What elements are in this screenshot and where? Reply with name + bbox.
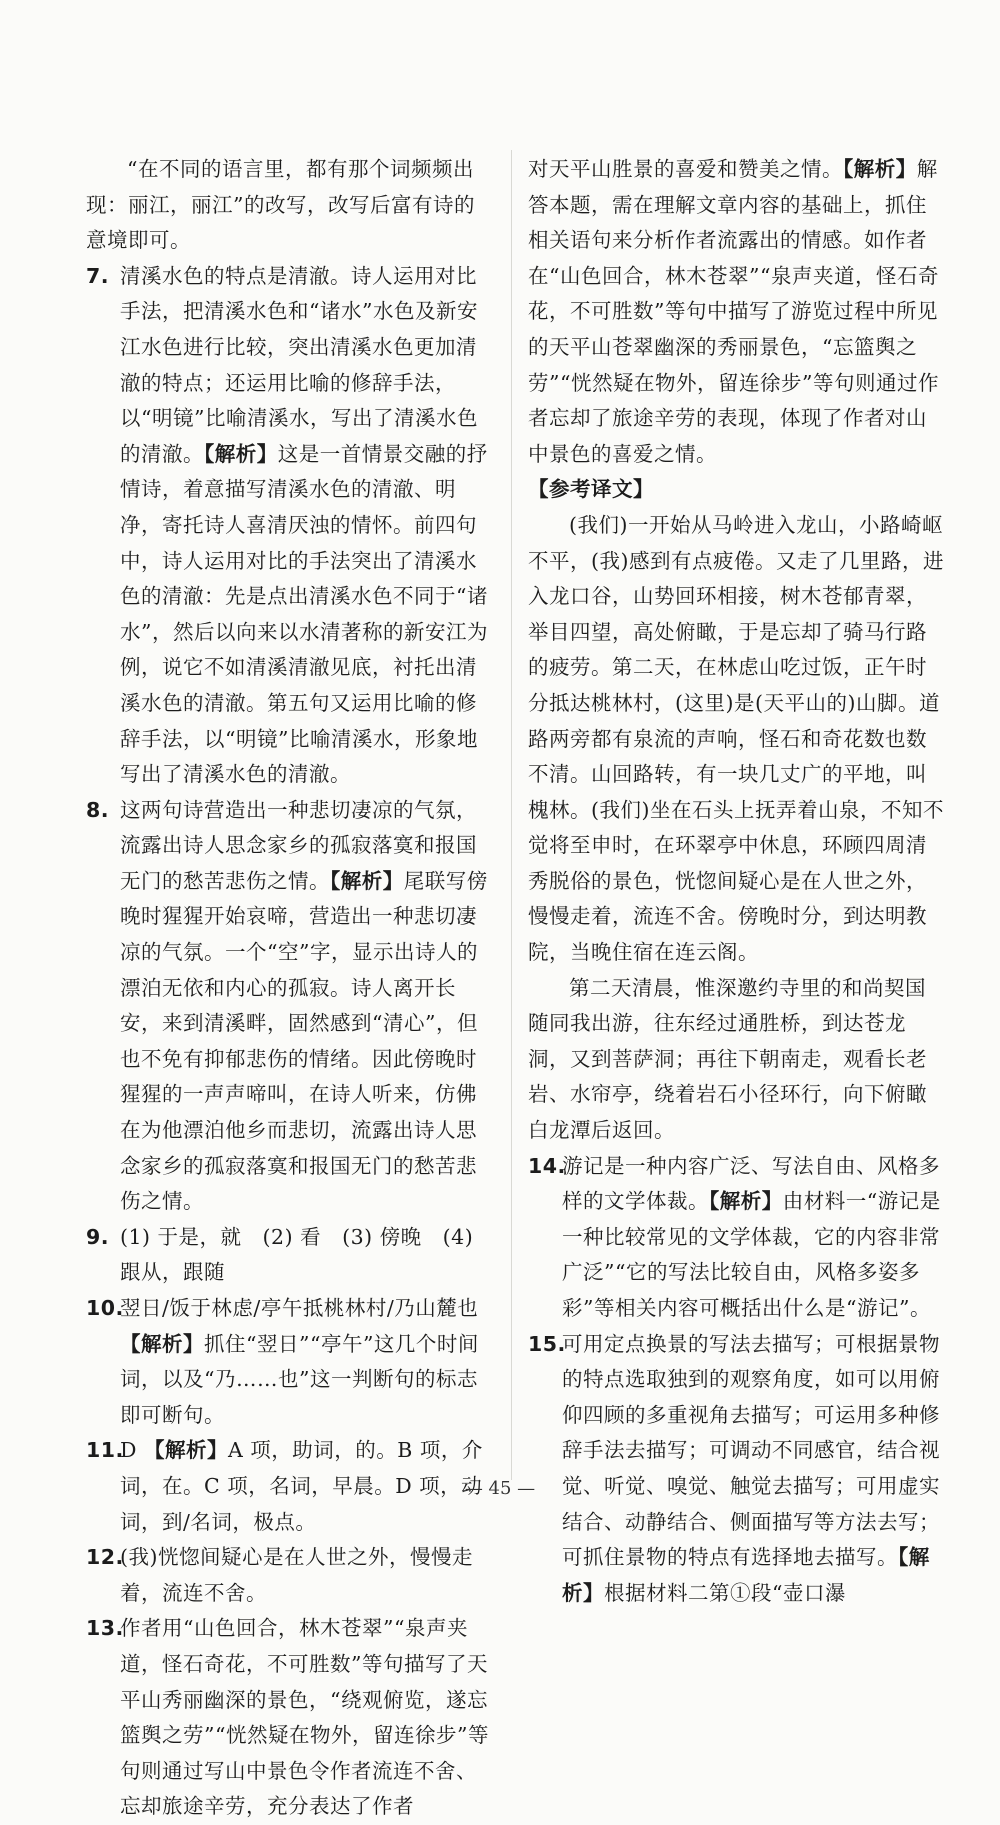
analysis-tag: 【解析】 — [330, 868, 404, 893]
answer-13-continuation — [528, 152, 944, 472]
answer-text: 可用定点换景的写法去描写；可根据景物的特点选取独到的观察角度，如可以用俯仰四顾的多重视角去描写；可运用多种修辞手法去描写；可调动不同感官，结合视觉、听觉、嗅觉、触觉去描写；可用虚实结合、动静结合、侧面描写等方法去写；可抓住景物的特点有选择地去描写。 — [562, 1331, 940, 1570]
analysis-text: 抓住“翌日”“亭午”这几个时间词，以及“乃……也”这一判断句的标志即可断句。 — [120, 1331, 479, 1427]
answer-number: 11. — [86, 1438, 124, 1463]
answer-number: 15. — [528, 1331, 566, 1356]
analysis-tag: 【解析】 — [709, 1189, 783, 1214]
answer-number: 9. — [86, 1224, 110, 1249]
analysis-tag: 【解析】 — [562, 1545, 930, 1605]
answer-number: 7. — [86, 263, 110, 288]
translation-paragraph: 第二天清晨，惟深邀约寺里的和尚契国随同我出游，往东经过通胜桥，到达苍龙洞，又到菩萨洞；再往下朝南走，观看长老岩、水帘亭，绕着岩石小径环行，向下俯瞰白龙潭后返回。 — [528, 975, 927, 1143]
left-column — [86, 152, 494, 1825]
analysis-tag: 【解析】 — [143, 1438, 228, 1463]
analysis-text: 根据材料二第①段“壶口瀑 — [604, 1580, 846, 1605]
answer-7 — [86, 259, 494, 793]
answer-text: 作者用“山色回合，林木苍翠”“泉声夹道，怪石奇花，不可胜数”等句描写了天平山秀丽幽深的景色，“绕观俯览，遂忘篮舆之劳”“恍然疑在物外，留连徐步”等句则通过写山中景色令作者流连不舍、忘却旅途辛劳，充分表达了作者 — [120, 1616, 489, 1819]
translation-heading: 【参考译文】 — [528, 477, 654, 502]
answer-number: 8. — [86, 797, 110, 822]
answer-6-continuation: “在不同的语言里，都有那个词频频出现：丽江，丽江”的改写，改写后富有诗的意境即可。 — [86, 157, 475, 253]
answer-14 — [528, 1149, 944, 1327]
answer-12 — [86, 1540, 494, 1611]
analysis-text: 尾联写傍晚时猩猩开始哀啼，营造出一种悲切凄凉的气氛。一个“空”字，显示出诗人的漂泊无依和内心的孤寂。诗人离开长安，来到清溪畔，固然感到“清心”，但也不免有抑郁悲伤的情绪。因此傍晚时猩猩的一声声啼叫，在诗人听来，仿佛在为他漂泊他乡而悲切，流露出诗人思念家乡的孤寂落寞和报国无门的愁苦悲伤之情。 — [120, 868, 488, 1214]
analysis-text: 解答本题，需在理解文章内容的基础上，抓住相关语句来分析作者流露出的情感。如作者在“山色回合，林木苍翠”“泉声夹道，怪石奇花，不可胜数”等句中描写了游览过程中所见的天平山苍翠幽深的秀丽景色，“忘篮舆之劳”“恍然疑在物外，留连徐步”等句则通过作者忘却了旅途辛劳的表现，体现了作者对山中景色的喜爱之情。 — [528, 157, 939, 466]
answer-8 — [86, 793, 494, 1220]
answer-number: 13. — [86, 1616, 124, 1641]
answer-text: (我)恍惚间疑心是在人世之外，慢慢走着，流连不舍。 — [120, 1545, 473, 1605]
analysis-text: 由材料一“游记是一种比较常见的文学体裁，它的内容非常广泛”“它的写法比较自由，风格多姿多彩”等相关内容可概括出什么是“游记”。 — [562, 1189, 941, 1320]
answer-10 — [86, 1291, 494, 1433]
analysis-tag: 【解析】 — [204, 441, 278, 466]
answer-number: 14. — [528, 1153, 566, 1178]
answer-15 — [528, 1327, 944, 1612]
analysis-tag: 【解析】 — [843, 157, 917, 181]
translation-paragraph: (我们)一开始从马岭进入龙山，小路崎岖不平，(我)感到有点疲倦。又走了几里路，进入龙口谷，山势回环相接，树木苍郁青翠，举目四望，高处俯瞰，于是忘却了骑马行路的疲劳。第二天，在林虑山吃过饭，正午时分抵达桃林村，(这里)是(天平山的)山脚。道路两旁都有泉流的声响，怪石和奇花数也数不清。山回路转，有一块几丈广的平地，叫槐林。(我们)坐在石头上抚弄着山泉，不知不觉将至申时，在环翠亭中休息，环顾四周清秀脱俗的景色，恍惚间疑心是在人世之外，慢慢走着，流连不舍。傍晚时分，到达明教院，当晚住宿在连云阁。 — [528, 512, 944, 965]
column-divider — [511, 150, 512, 1480]
right-column — [528, 152, 944, 1611]
answer-text: 对天平山胜景的喜爱和赞美之情。 — [528, 157, 843, 181]
analysis-tag: 【解析】 — [120, 1331, 204, 1356]
answer-text: 翌日/饭于林虑/亭午抵桃林村/乃山麓也 — [120, 1296, 479, 1320]
answer-13 — [86, 1611, 494, 1825]
answer-text: 游记是一种内容广泛、写法自由、风格多样的文学体裁。 — [562, 1153, 940, 1214]
answer-text: 清溪水色的特点是清澈。诗人运用对比手法，把清溪水色和“诸水”水色及新安江水色进行比较，突出清溪水色更加清澈的特点；还运用比喻的修辞手法，以“明镜”比喻清溪水，写出了清溪水色的清澈。 — [120, 263, 478, 466]
answer-number: 12. — [86, 1545, 124, 1570]
answer-number: 10. — [86, 1296, 124, 1320]
answer-text: D — [120, 1438, 137, 1463]
answer-text: (1) 于是，就 (2) 看 (3) 傍晚 (4) 跟从，跟随 — [120, 1224, 474, 1285]
analysis-text: 这是一首情景交融的抒情诗，着意描写清溪水色的清澈、明净，寄托诗人喜清厌浊的情怀。前四句中，诗人运用对比的手法突出了清溪水色的清澈：先是点出清溪水色不同于“诸水”，然后以向来以水清著称的新安江为例，说它不如清溪清澈见底，衬托出清溪水色的清澈。第五句又运用比喻的修辞手法，以“明镜”比喻清溪水，形象地写出了清溪水色的清澈。 — [120, 441, 488, 787]
answer-text: 这两句诗营造出一种悲切凄凉的气氛，流露出诗人思念家乡的孤寂落寞和报国无门的愁苦悲伤之情。 — [120, 797, 477, 893]
answer-9 — [86, 1220, 494, 1291]
page-number: — 45 — — [464, 1478, 536, 1499]
analysis-text: A 项，助词，的。B 项，介词，在。C 项，名词，早晨。D 项，动词，到/名词，极点。 — [120, 1438, 483, 1534]
